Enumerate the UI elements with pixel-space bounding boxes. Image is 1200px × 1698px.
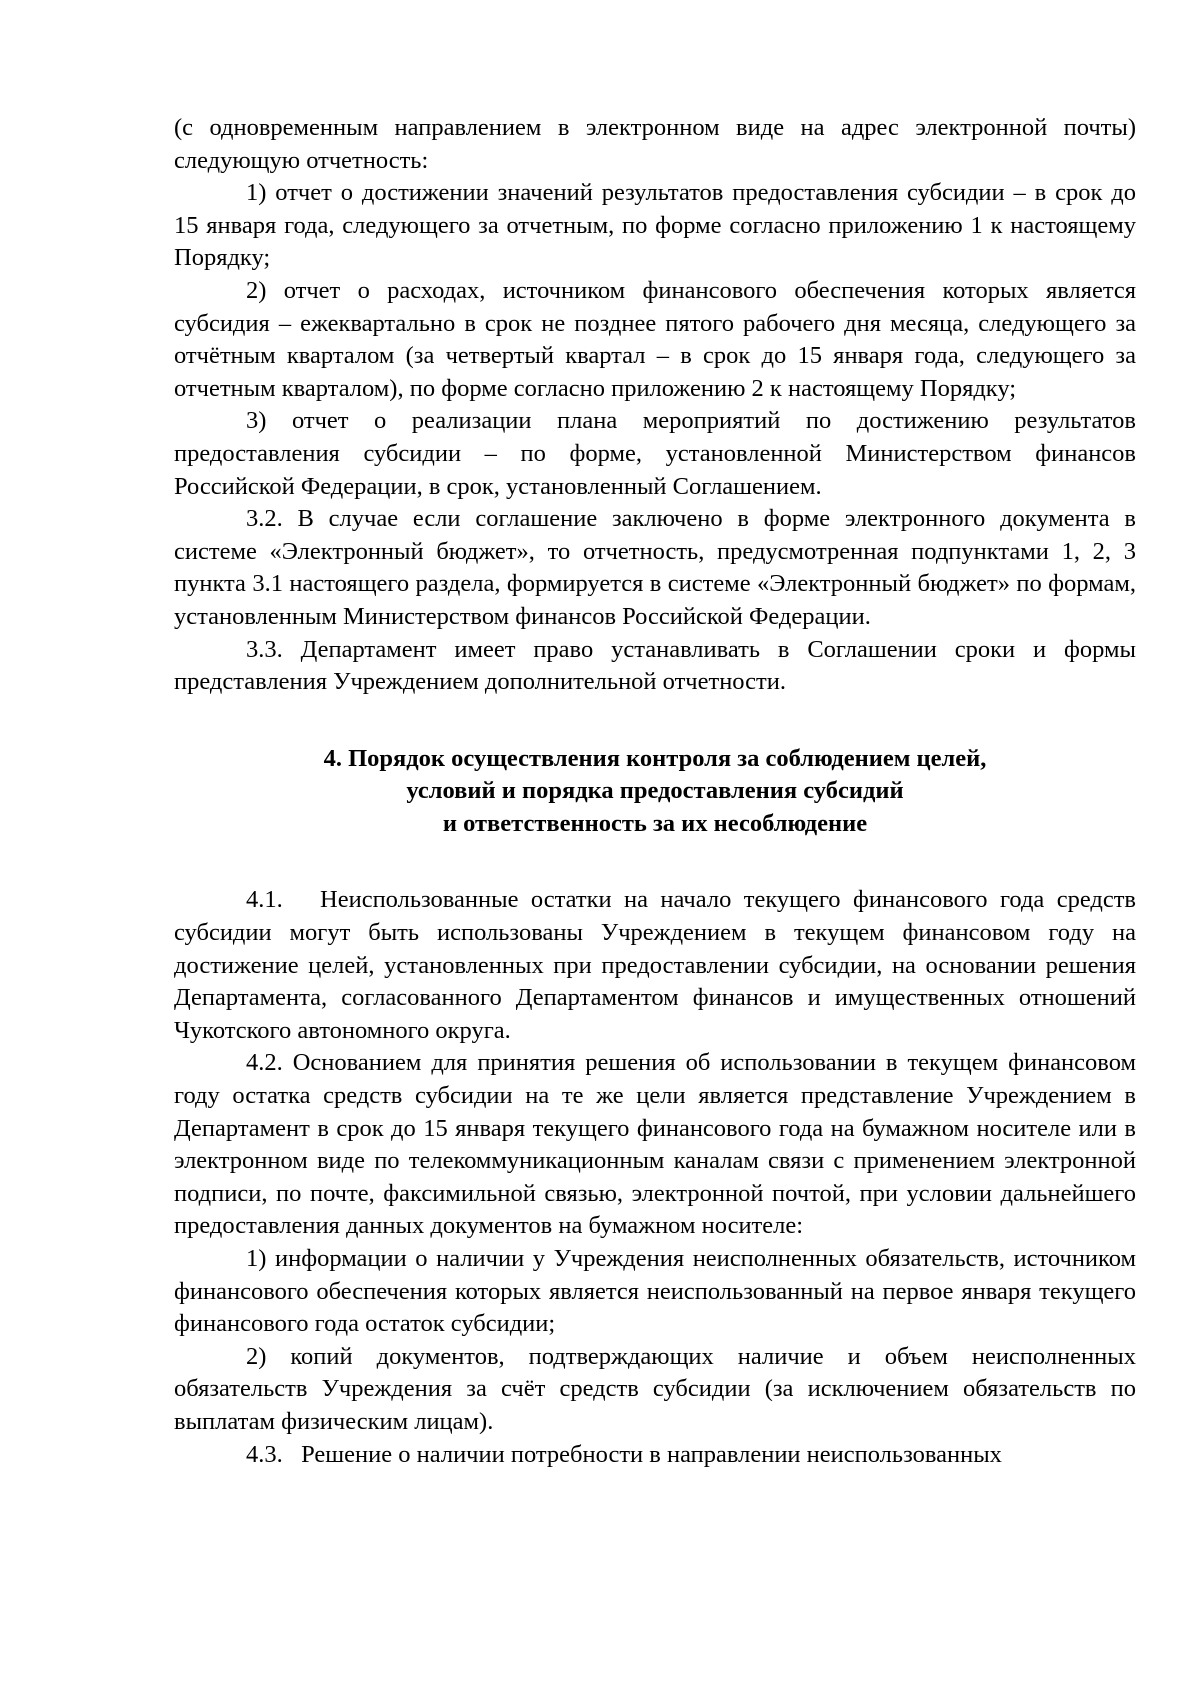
- section-heading-line-2: условий и порядка предоставления субсидий: [406, 777, 904, 805]
- paragraph-3-2: 3.2. В случае если соглашение заключено в форме электронного документа в системе «Электронный бюджет», то отчетность, предусмотренная подпунктами 1, 2, 3 пункта 3.1 настоящего раздела, формируется в системе «Электронный бюджет» по формам, установленным Министерством финансов Российской Федерации.: [174, 505, 1136, 630]
- paragraph-4-2-item-1: 1) информации о наличии у Учреждения неисполненных обязательств, источником финансового обеспечения которых является неиспользованный на первое января текущего финансового года остаток субсидии;: [174, 1245, 1136, 1338]
- paragraph-report-item-2: 2) отчет о расходах, источником финансового обеспечения которых является субсидия – ежеквартально в срок не позднее пятого рабочего дня месяца, следующего за отчётным кварталом (за четвертый квартал – в срок до 15 января года, следующего за отчетным кварталом), по форме согласно приложению 2 к настоящему Порядку;: [174, 276, 1136, 402]
- section-heading-line-1: 4. Порядок осуществления контроля за соблюдением целей,: [323, 744, 987, 772]
- paragraph-4-1: 4.1. Неиспользованные остатки на начало текущего финансового года средств субсидии могут быть использованы Учреждением в текущем финансовом году на достижение целей, установленных при предоставлении субсидии, на основании решения Департамента, согласованного Департаментом финансов и имущественных отношений Чукотского автономного округа.: [174, 886, 1143, 1044]
- paragraph-report-item-1: 1) отчет о достижении значений результатов предоставления субсидии – в срок до 15 января года, следующего за отчетным, по форме согласно приложению 1 к настоящему Порядку;: [174, 179, 1136, 272]
- paragraph-report-item-3: 3) отчет о реализации плана мероприятий по достижению результатов предоставления субсидии – по форме, установленной Министерством финансов Российской Федерации, в срок, установленный Соглашением.: [174, 407, 1136, 500]
- paragraph-3-3: 3.3. Департамент имеет право устанавливать в Соглашении сроки и формы представления Учреждением дополнительной отчетности.: [174, 635, 1136, 696]
- paragraph-4-3: 4.3. Решение о наличии потребности в направлении неиспользованных: [246, 1440, 1002, 1468]
- paragraph-4-2: 4.2. Основанием для принятия решения об использовании в текущем финансовом году остатка средств субсидии на те же цели является представление Учреждением в Департамент в срок до 15 января текущего финансового года на бумажном носителе или в электронном виде по телекоммуникационным каналам связи с применением электронной подписи, по почте, факсимильной связью, электронной почтой, при условии дальнейшего предоставления данных документов на бумажном носителе:: [174, 1049, 1136, 1240]
- section-heading-line-3: и ответственность за их несоблюдение: [442, 809, 868, 837]
- paragraph-4-2-item-2: 2) копий документов, подтверждающих наличие и объем неисполненных обязательств Учреждения за счёт средств субсидии (за исключением обязательств по выплатам физическим лицам).: [174, 1342, 1136, 1435]
- section-4-heading: [174, 743, 1136, 841]
- document-page: [174, 112, 1143, 1471]
- paragraph-report-intro: (с одновременным направлением в электронном виде на адрес электронной почты) следующую отчетность:: [174, 114, 1136, 174]
